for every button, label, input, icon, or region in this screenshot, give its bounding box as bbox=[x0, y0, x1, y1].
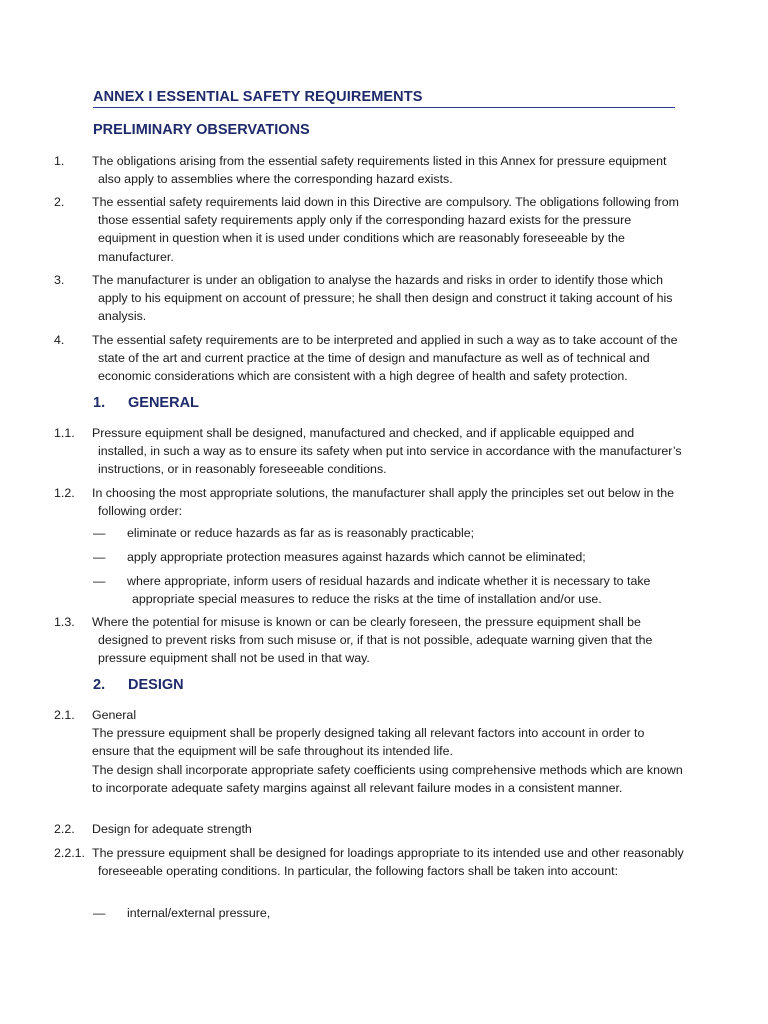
clause-text: In choosing the most appropriate solutions, the manufacturer shall apply the principles set out below in the following order: bbox=[92, 486, 675, 519]
section-1-heading bbox=[93, 394, 199, 412]
item-text: The manufacturer is under an obligation to analyse the hazards and risks in order to identify those which apply to his equipment on account of pressure; he shall then design and construct it taking account of his analysis. bbox=[92, 273, 673, 324]
dash-item bbox=[93, 548, 683, 566]
section-number: 1. bbox=[93, 395, 106, 411]
clause-label: General bbox=[92, 708, 137, 722]
clause-2-1 bbox=[54, 706, 684, 797]
clause-1-3 bbox=[54, 613, 684, 668]
preliminary-item-3 bbox=[54, 271, 684, 326]
clause-1-1 bbox=[54, 424, 684, 479]
item-number: 3. bbox=[54, 273, 65, 287]
clause-number: 1.2. bbox=[54, 486, 75, 500]
dash-item bbox=[93, 904, 683, 922]
dash-text: apply appropriate protection measures against hazards which cannot be eliminated; bbox=[127, 550, 586, 564]
clause-text: Where the potential for misuse is known or can be clearly foreseen, the pressure equipment shall be designed to prevent risks from such misuse or, if that is not possible, adequate warning given that the pressure equipment shall not be used in that way. bbox=[92, 615, 653, 666]
clause-number: 1.1. bbox=[54, 426, 75, 440]
dash-mark: — bbox=[93, 906, 106, 920]
section-title: GENERAL bbox=[128, 395, 199, 411]
item-number: 2. bbox=[54, 195, 65, 209]
preliminary-heading: PRELIMINARY OBSERVATIONS bbox=[93, 122, 310, 138]
clause-text: The design shall incorporate appropriate safety coefficients using comprehensive methods which are known to incorporate adequate safety margins against all relevant failure modes in a consistent manner. bbox=[92, 762, 683, 795]
item-text: The essential safety requirements laid down in this Directive are compulsory. The obligations following from those essential safety requirements apply only if the corresponding hazard exists for the pressure equipment in question when it is used under conditions which are reasonably foreseeable by the manufacturer. bbox=[92, 195, 679, 264]
clause-number: 1.3. bbox=[54, 615, 75, 629]
dash-item bbox=[93, 524, 683, 542]
dash-mark: — bbox=[93, 550, 106, 564]
item-number: 1. bbox=[54, 154, 65, 168]
clause-text: The pressure equipment shall be properly designed taking all relevant factors into account in order to ensure that the equipment will be safe throughout its intended life. bbox=[92, 726, 645, 759]
dash-text: where appropriate, inform users of residual hazards and indicate whether it is necessary to take appropriate special measures to reduce the risks at the time of installation and/or use. bbox=[127, 574, 651, 607]
clause-label: Design for adequate strength bbox=[92, 822, 252, 836]
preliminary-item-2 bbox=[54, 193, 684, 266]
section-number: 2. bbox=[93, 677, 106, 693]
item-text: The obligations arising from the essential safety requirements listed in this Annex for pressure equipment also apply to assemblies where the corresponding hazard exists. bbox=[92, 154, 667, 187]
dash-text: eliminate or reduce hazards as far as is reasonably practicable; bbox=[127, 526, 475, 540]
item-text: The essential safety requirements are to be interpreted and applied in such a way as to take account of the state of the art and current practice at the time of design and manufacture as well as of technical and economic considerations which are consistent with a high degree of health and safety protection. bbox=[92, 333, 678, 384]
clause-2-2 bbox=[54, 820, 684, 838]
section-2-heading bbox=[93, 676, 184, 694]
dash-mark: — bbox=[93, 574, 106, 588]
preliminary-item-4 bbox=[54, 331, 684, 386]
clause-number: 2.2.1. bbox=[54, 846, 86, 860]
dash-item bbox=[93, 572, 683, 608]
clause-1-2 bbox=[54, 484, 684, 520]
clause-2-2-1 bbox=[54, 844, 684, 880]
section-title: DESIGN bbox=[128, 677, 184, 693]
dash-mark: — bbox=[93, 526, 106, 540]
preliminary-item-1 bbox=[54, 152, 684, 188]
clause-number: 2.2. bbox=[54, 822, 75, 836]
item-number: 4. bbox=[54, 333, 65, 347]
clause-text: The pressure equipment shall be designed for loadings appropriate to its intended use and other reasonably foreseeable operating conditions. In particular, the following factors shall be taken into account: bbox=[92, 846, 684, 879]
dash-text: internal/external pressure, bbox=[127, 906, 271, 920]
annex-title: ANNEX I ESSENTIAL SAFETY REQUIREMENTS bbox=[93, 89, 675, 108]
clause-number: 2.1. bbox=[54, 708, 75, 722]
clause-text: Pressure equipment shall be designed, manufactured and checked, and if applicable equipped and installed, in such a way as to ensure its safety when put into service in accordance with the manufacturer’s instructions, or in reasonably foreseeable conditions. bbox=[92, 426, 682, 477]
